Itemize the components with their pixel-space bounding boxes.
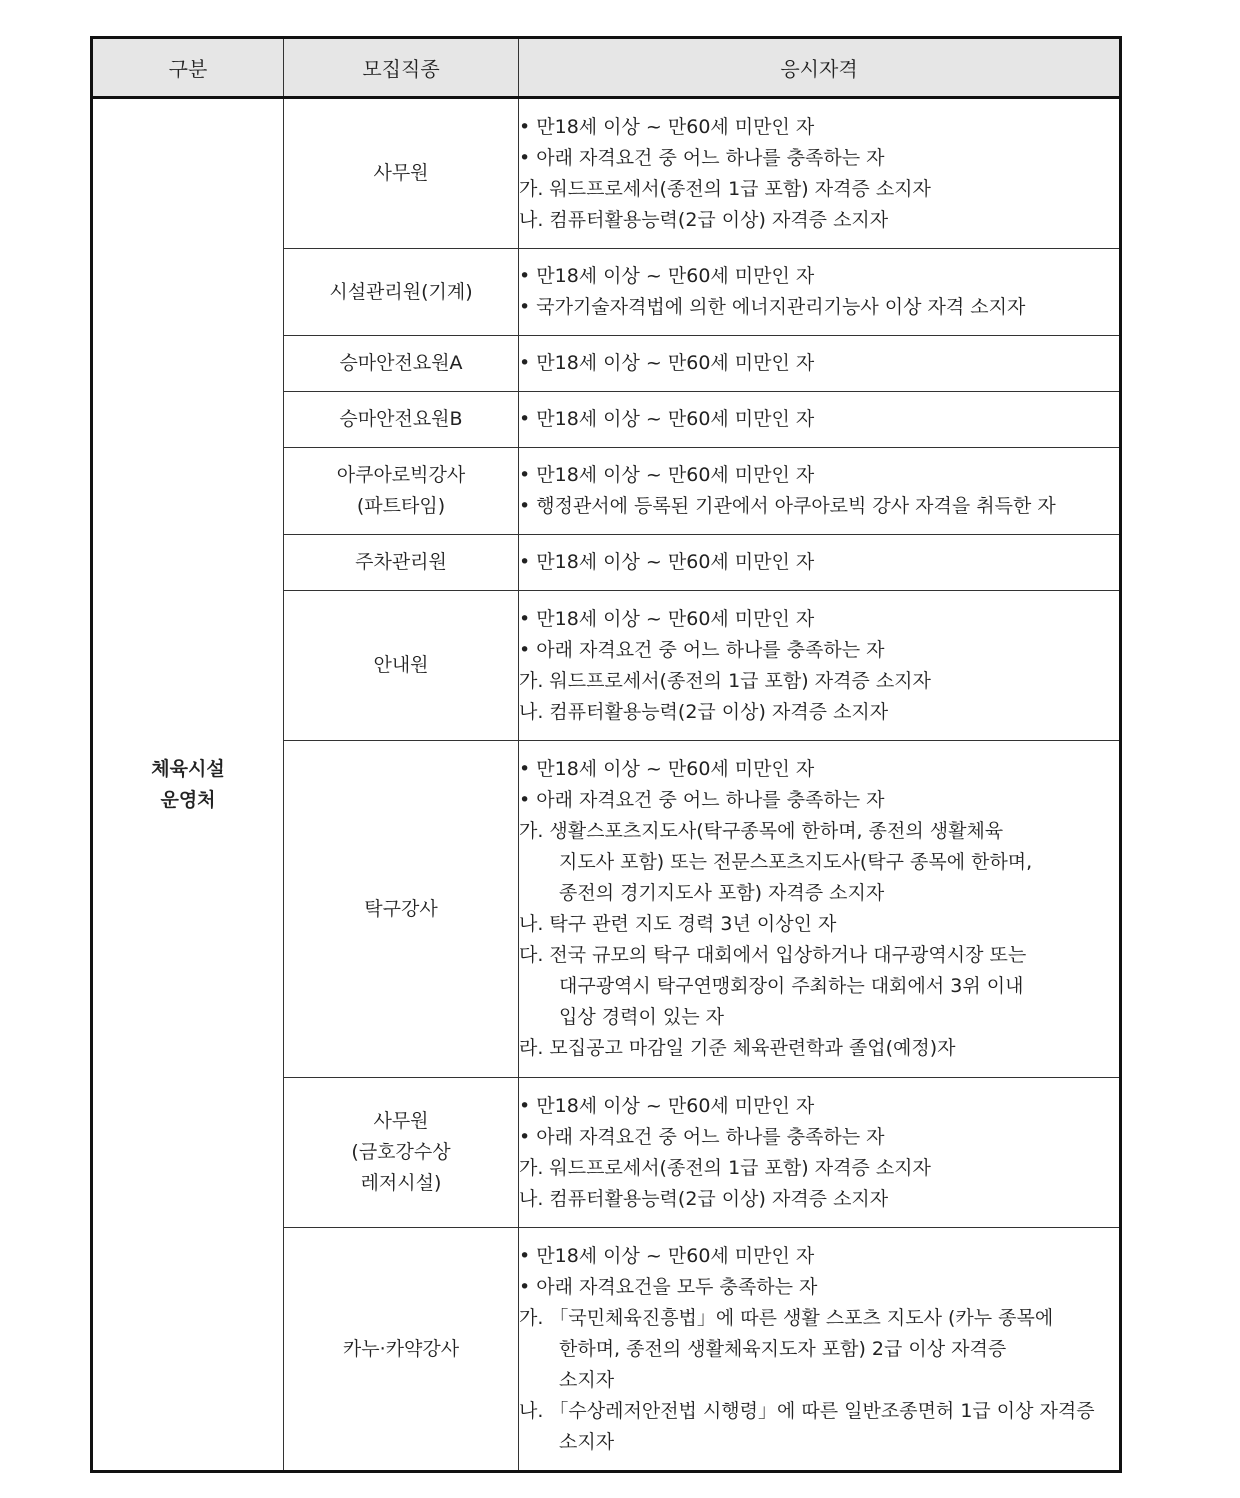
qualification-cell (519, 98, 1121, 249)
requirement-line: • 아래 자격요건 중 어느 하나를 충족하는 자 (519, 1125, 885, 1148)
requirement-line: 소지자 (559, 1430, 615, 1453)
requirement-line: 입상 경력이 있는 자 (559, 1006, 724, 1028)
header-category: 구분 (92, 38, 284, 98)
category-line: 체육시설 (151, 757, 225, 780)
position-name: 레저시설) (360, 1172, 442, 1194)
requirement-line: • 아래 자격요건 중 어느 하나를 충족하는 자 (519, 146, 885, 169)
qualification-cell (519, 741, 1121, 1078)
qualification-cell (519, 392, 1121, 448)
requirement-line: • 만18세 이상 ~ 만60세 미만인 자 (519, 607, 815, 630)
position-name: 안내원 (373, 654, 429, 676)
requirement-line: • 만18세 이상 ~ 만60세 미만인 자 (519, 408, 815, 430)
position-name: 승마안전요원B (339, 408, 463, 430)
requirement-line: 가. 생활스포츠지도사(탁구종목에 한하며, 종전의 생활체육 (519, 820, 1004, 842)
table-header-row (92, 38, 1121, 98)
requirement-line: • 만18세 이상 ~ 만60세 미만인 자 (519, 1244, 815, 1267)
position-name: 주차관리원 (355, 551, 447, 573)
requirement-line: 대구광역시 탁구연맹회장이 주최하는 대회에서 3위 이내 (559, 975, 1024, 997)
qualification-cell (519, 1228, 1121, 1472)
requirement-line: • 만18세 이상 ~ 만60세 미만인 자 (519, 758, 815, 780)
requirement-line: 다. 전국 규모의 탁구 대회에서 입상하거나 대구광역시장 또는 (519, 944, 1027, 966)
requirement-line: 소지자 (559, 1368, 615, 1391)
requirement-line: • 국가기술자격법에 의한 에너지관리기능사 이상 자격 소지자 (519, 296, 1026, 318)
position-name: (파트타임) (356, 495, 446, 517)
qualification-cell (519, 448, 1121, 535)
position-cell (284, 98, 519, 249)
position-cell (284, 1078, 519, 1228)
position-name: (금호강수상 (351, 1141, 451, 1163)
table-row (92, 98, 1121, 249)
qualification-cell (519, 249, 1121, 336)
requirement-line: • 아래 자격요건 중 어느 하나를 충족하는 자 (519, 789, 885, 811)
position-name: 아쿠아로빅강사 (336, 464, 466, 486)
requirement-line: • 만18세 이상 ~ 만60세 미만인 자 (519, 1094, 815, 1117)
position-name: 승마안전요원A (339, 352, 463, 374)
requirement-line: • 아래 자격요건을 모두 충족하는 자 (519, 1275, 818, 1298)
category-cell (92, 98, 284, 1472)
position-cell (284, 535, 519, 591)
qualification-cell (519, 535, 1121, 591)
requirement-line: 가. 워드프로세서(종전의 1급 포함) 자격증 소지자 (519, 1156, 931, 1179)
requirement-line: 나. 컴퓨터활용능력(2급 이상) 자격증 소지자 (519, 700, 889, 723)
requirement-line: 나. 탁구 관련 지도 경력 3년 이상인 자 (519, 913, 837, 935)
header-position: 모집직종 (284, 38, 519, 98)
requirement-line: • 행정관서에 등록된 기관에서 아쿠아로빅 강사 자격을 취득한 자 (519, 495, 1056, 517)
position-name: 사무원 (373, 1110, 429, 1132)
position-cell (284, 1228, 519, 1472)
category-line: 운영처 (160, 788, 216, 811)
requirement-line: 가. 워드프로세서(종전의 1급 포함) 자격증 소지자 (519, 669, 931, 692)
requirement-line: 가. 워드프로세서(종전의 1급 포함) 자격증 소지자 (519, 177, 931, 200)
position-cell (284, 448, 519, 535)
position-name: 사무원 (373, 162, 429, 184)
requirement-line: 종전의 경기지도사 포함) 자격증 소지자 (559, 882, 885, 904)
position-name: 카누·카약강사 (342, 1337, 460, 1360)
requirement-line: • 만18세 이상 ~ 만60세 미만인 자 (519, 115, 815, 138)
requirement-line: 가. 「국민체육진흥법」에 따른 생활 스포츠 지도사 (카누 종목에 (519, 1306, 1054, 1329)
requirement-line: 나. 컴퓨터활용능력(2급 이상) 자격증 소지자 (519, 1187, 889, 1210)
position-cell (284, 392, 519, 448)
position-name: 시설관리원(기계) (329, 280, 473, 303)
requirement-line: • 만18세 이상 ~ 만60세 미만인 자 (519, 551, 815, 573)
requirement-line: • 만18세 이상 ~ 만60세 미만인 자 (519, 464, 815, 486)
position-name: 탁구강사 (364, 897, 438, 920)
requirement-line: 한하며, 종전의 생활체육지도자 포함) 2급 이상 자격증 (559, 1337, 1007, 1360)
qualification-cell (519, 1078, 1121, 1228)
requirement-line: 나. 「수상레저안전법 시행령」에 따른 일반조종면허 1급 이상 자격증 (519, 1399, 1095, 1422)
position-cell (284, 741, 519, 1078)
requirement-line: • 만18세 이상 ~ 만60세 미만인 자 (519, 352, 815, 374)
qualification-cell (519, 336, 1121, 392)
position-cell (284, 249, 519, 336)
requirement-line: 라. 모집공고 마감일 기준 체육관련학과 졸업(예정)자 (519, 1037, 956, 1059)
position-cell (284, 591, 519, 741)
requirement-line: 나. 컴퓨터활용능력(2급 이상) 자격증 소지자 (519, 208, 889, 231)
requirement-line: • 아래 자격요건 중 어느 하나를 충족하는 자 (519, 638, 885, 661)
qualification-table (90, 36, 1122, 1473)
requirement-line: 지도사 포함) 또는 전문스포츠지도사(탁구 종목에 한하며, (559, 851, 1033, 873)
header-qualification: 응시자격 (519, 38, 1121, 98)
position-cell (284, 336, 519, 392)
qualification-cell (519, 591, 1121, 741)
requirement-line: • 만18세 이상 ~ 만60세 미만인 자 (519, 265, 815, 287)
